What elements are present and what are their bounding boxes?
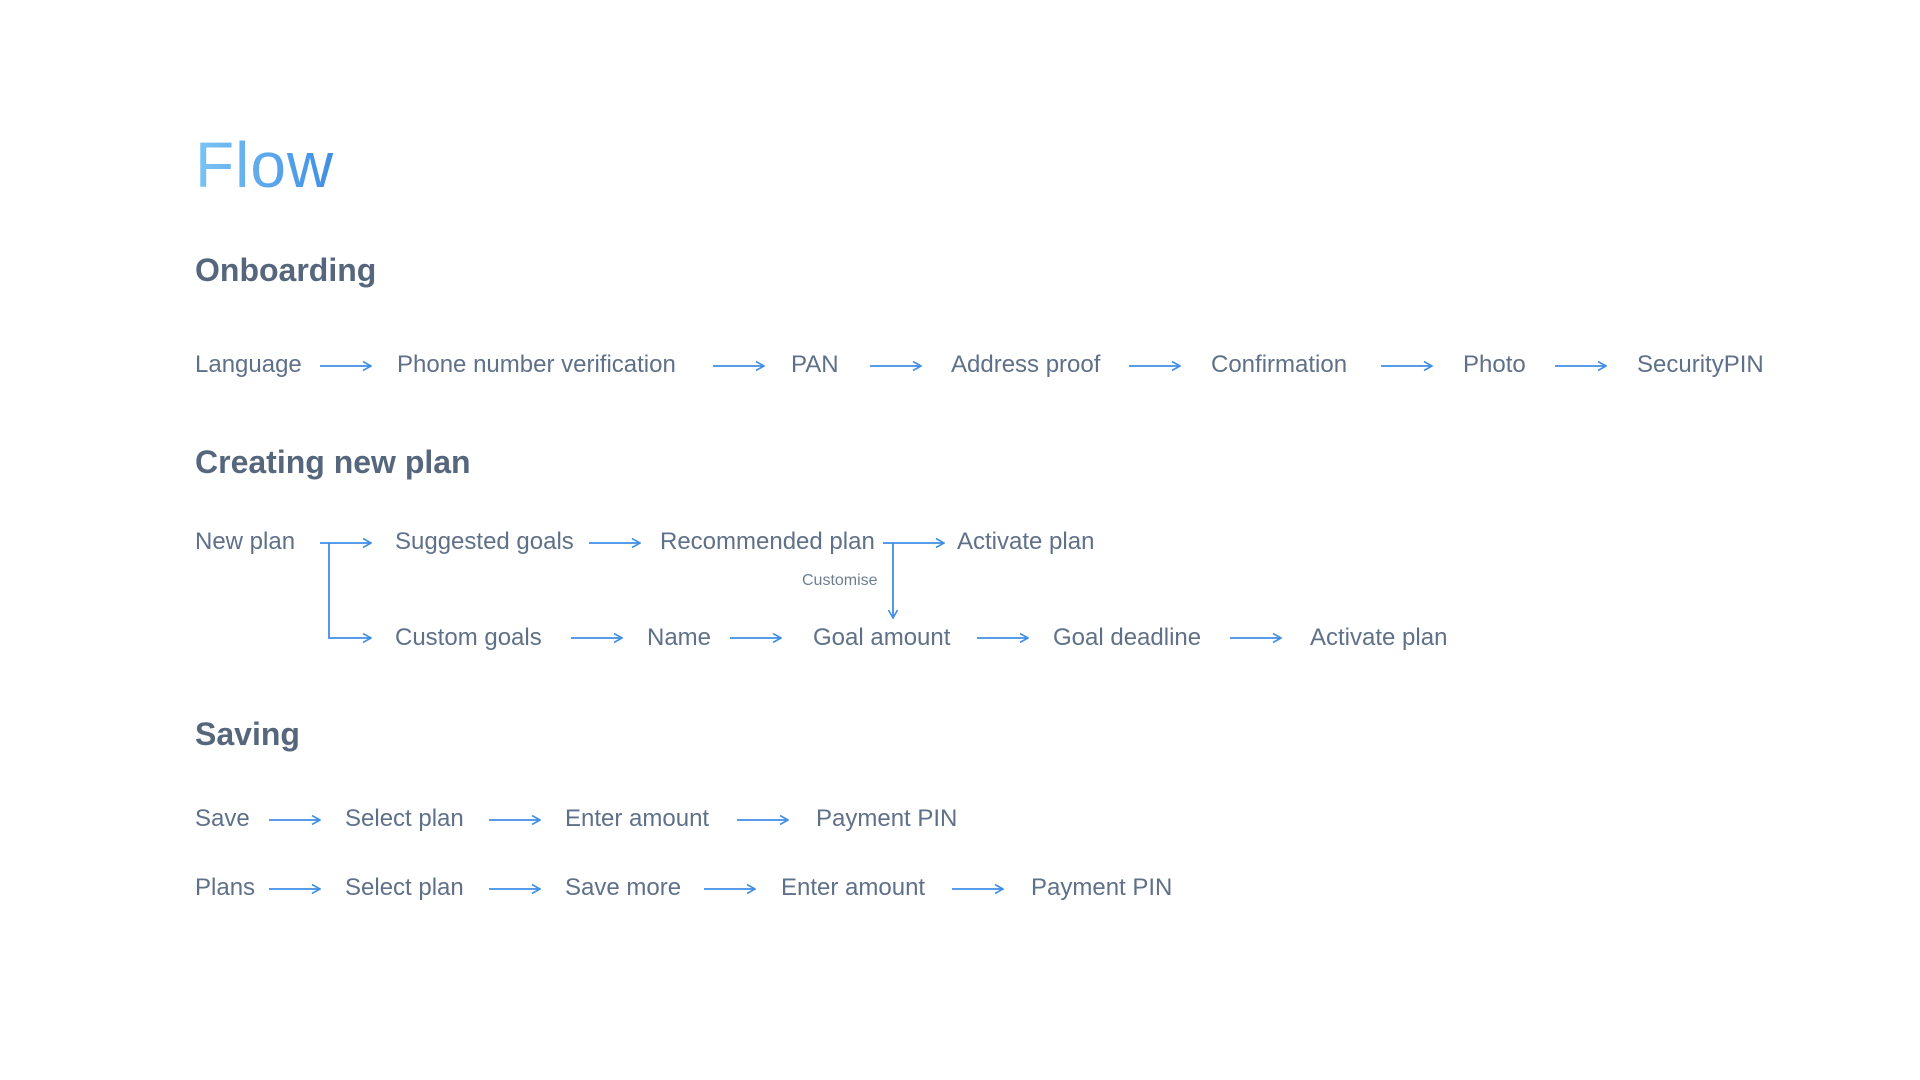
flow-node-address-proof: Address proof (951, 351, 1101, 378)
flow-node-custom-goals: Custom goals (395, 624, 542, 651)
flow-node-activate-plan-custom: Activate plan (1310, 624, 1448, 651)
page-title: Flow (195, 125, 334, 205)
section-heading-creating-new-plan: Creating new plan (195, 444, 471, 480)
branch-arrow-icon (329, 543, 371, 638)
flow-node-name: Name (647, 624, 712, 651)
flow-node-save: Save (195, 805, 250, 832)
flow-node-enter-amount-2: Enter amount (781, 874, 926, 901)
flow-node-confirmation: Confirmation (1211, 351, 1348, 378)
flow-node-save-more: Save more (565, 874, 682, 901)
flow-node-language: Language (195, 351, 302, 378)
branch-label-customise: Customise (802, 572, 878, 589)
flow-node-payment-pin: Payment PIN (816, 805, 958, 832)
flow-node-enter-amount: Enter amount (565, 805, 710, 832)
flow-node-activate-plan: Activate plan (957, 528, 1095, 555)
flow-node-photo: Photo (1463, 351, 1526, 378)
flow-node-plans: Plans (195, 874, 256, 901)
flow-node-goal-amount: Goal amount (813, 624, 951, 651)
section-heading-saving: Saving (195, 716, 300, 752)
section-heading-onboarding: Onboarding (195, 252, 377, 288)
flow-node-goal-deadline: Goal deadline (1053, 624, 1202, 651)
flow-node-phone-verification: Phone number verification (397, 351, 676, 378)
flow-node-select-plan: Select plan (345, 805, 464, 832)
flow-node-suggested-goals: Suggested goals (395, 528, 574, 555)
flow-node-pan: PAN (791, 351, 839, 378)
flow-node-select-plan-2: Select plan (345, 874, 464, 901)
flow-node-security-pin: SecurityPIN (1637, 351, 1764, 378)
flow-node-payment-pin-2: Payment PIN (1031, 874, 1173, 901)
flow-node-new-plan: New plan (195, 528, 296, 555)
flow-node-recommended-plan: Recommended plan (660, 528, 875, 555)
